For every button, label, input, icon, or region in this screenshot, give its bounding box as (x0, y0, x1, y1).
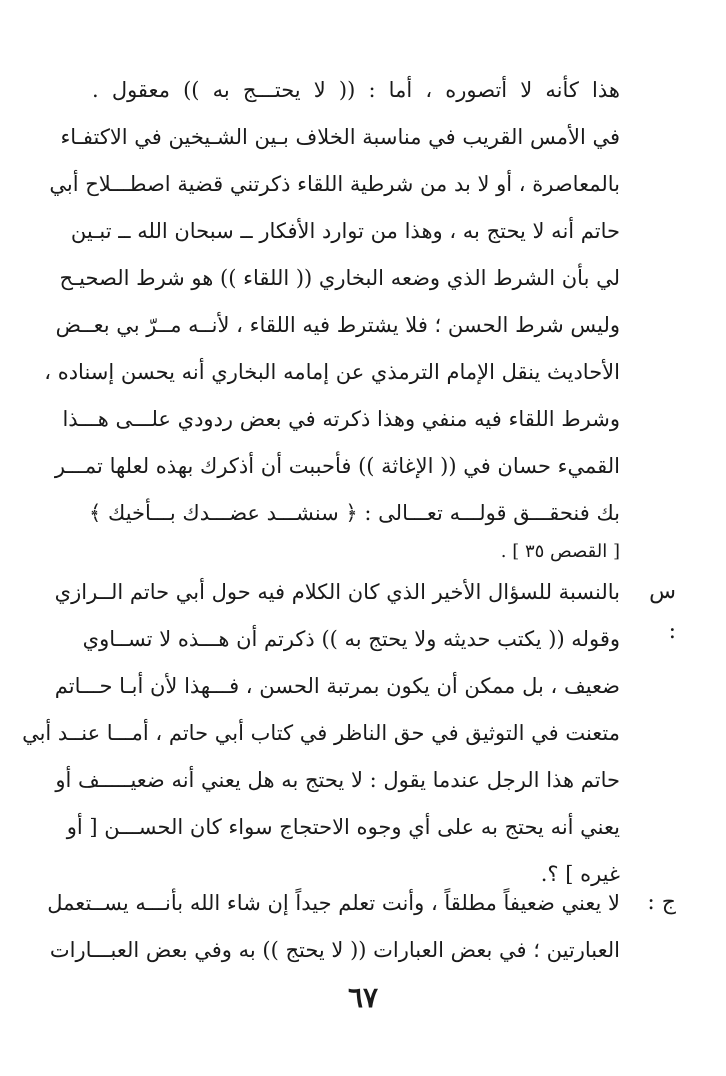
page-number: ٦٧ (347, 981, 379, 1014)
answer-line: لا يعني ضعيفاً مطلقاً ، وأنت تعلم جيداً إن شاء الله بأنـــه يســتعمل (47, 891, 620, 915)
question-marker: س : (649, 579, 676, 644)
text-line: الأحاديث ينقل الإمام الترمذي عن إمامه البخاري أنه يحسن إسناده ، (44, 360, 620, 384)
text-line: هذا كأنه لا أتصوره ، أما : (( لا يحتـــج به )) معقول . (92, 78, 620, 102)
verse-reference: [ القصص ٣٥ ] . (500, 541, 620, 562)
text-line: حاتم أنه لا يحتج به ، وهذا من توارد الأفكار ــ سبحان الله ــ تبـين (70, 219, 620, 243)
quran-verse-line: بك فنحقـــق قولـــه تعـــالى : ﴿ سنشـــد عضـــدك بـــأخيك ﴾ (89, 501, 620, 525)
text-line: وشرط اللقاء فيه منفي وهذا ذكرته في بعض ردودي علـــى هـــذا (62, 407, 620, 431)
text-line: في الأمس القريب في مناسبة الخلاف بـين الشـيخين في الاكتفـاء (60, 125, 620, 149)
question-line: وقوله (( يكتب حديثه ولا يحتج به )) ذكرتم أن هـــذه لا تســاوي (82, 627, 620, 651)
question-line: يعني أنه يحتج به على أي وجوه الاحتجاج سواء كان الحســـن [ أو (66, 815, 620, 839)
text-line: بالمعاصرة ، أو لا بد من شرطية اللقاء ذكرتني قضية اصطـــلاح أبي (49, 172, 620, 196)
question-line: غيره ] ؟. (540, 862, 620, 886)
text-line: وليس شرط الحسن ؛ فلا يشترط فيه اللقاء ، لأنــه مــرّ بي بعــض (55, 313, 620, 337)
text-line: لي بأن الشرط الذي وضعه البخاري (( اللقاء )) هو شرط الصحيـح (59, 266, 620, 290)
answer-marker: ج : (647, 890, 676, 915)
question-line: حاتم هذا الرجل عندما يقول : لا يحتج به هل يعني أنه ضعيـــــف أو (55, 768, 620, 792)
question-line: بالنسبة للسؤال الأخير الذي كان الكلام فيه حول أبي حاتم الــرازي (54, 580, 620, 604)
question-line: متعنت في التوثيق في حق الناظر في كتاب أبي حاتم ، أمـــا عنــد أبي (22, 721, 620, 745)
question-line: ضعيف ، بل ممكن أن يكون بمرتبة الحسن ، فـــهذا لأن أبـا حـــاتم (54, 674, 620, 698)
answer-line: العبارتين ؛ في بعض العبارات (( لا يحتج )) به وفي بعض العبـــارات (49, 938, 620, 962)
text-line: القميء حسان في (( الإغاثة )) فأحببت أن أذكرك بهذه لعلها تمـــر (54, 454, 620, 478)
